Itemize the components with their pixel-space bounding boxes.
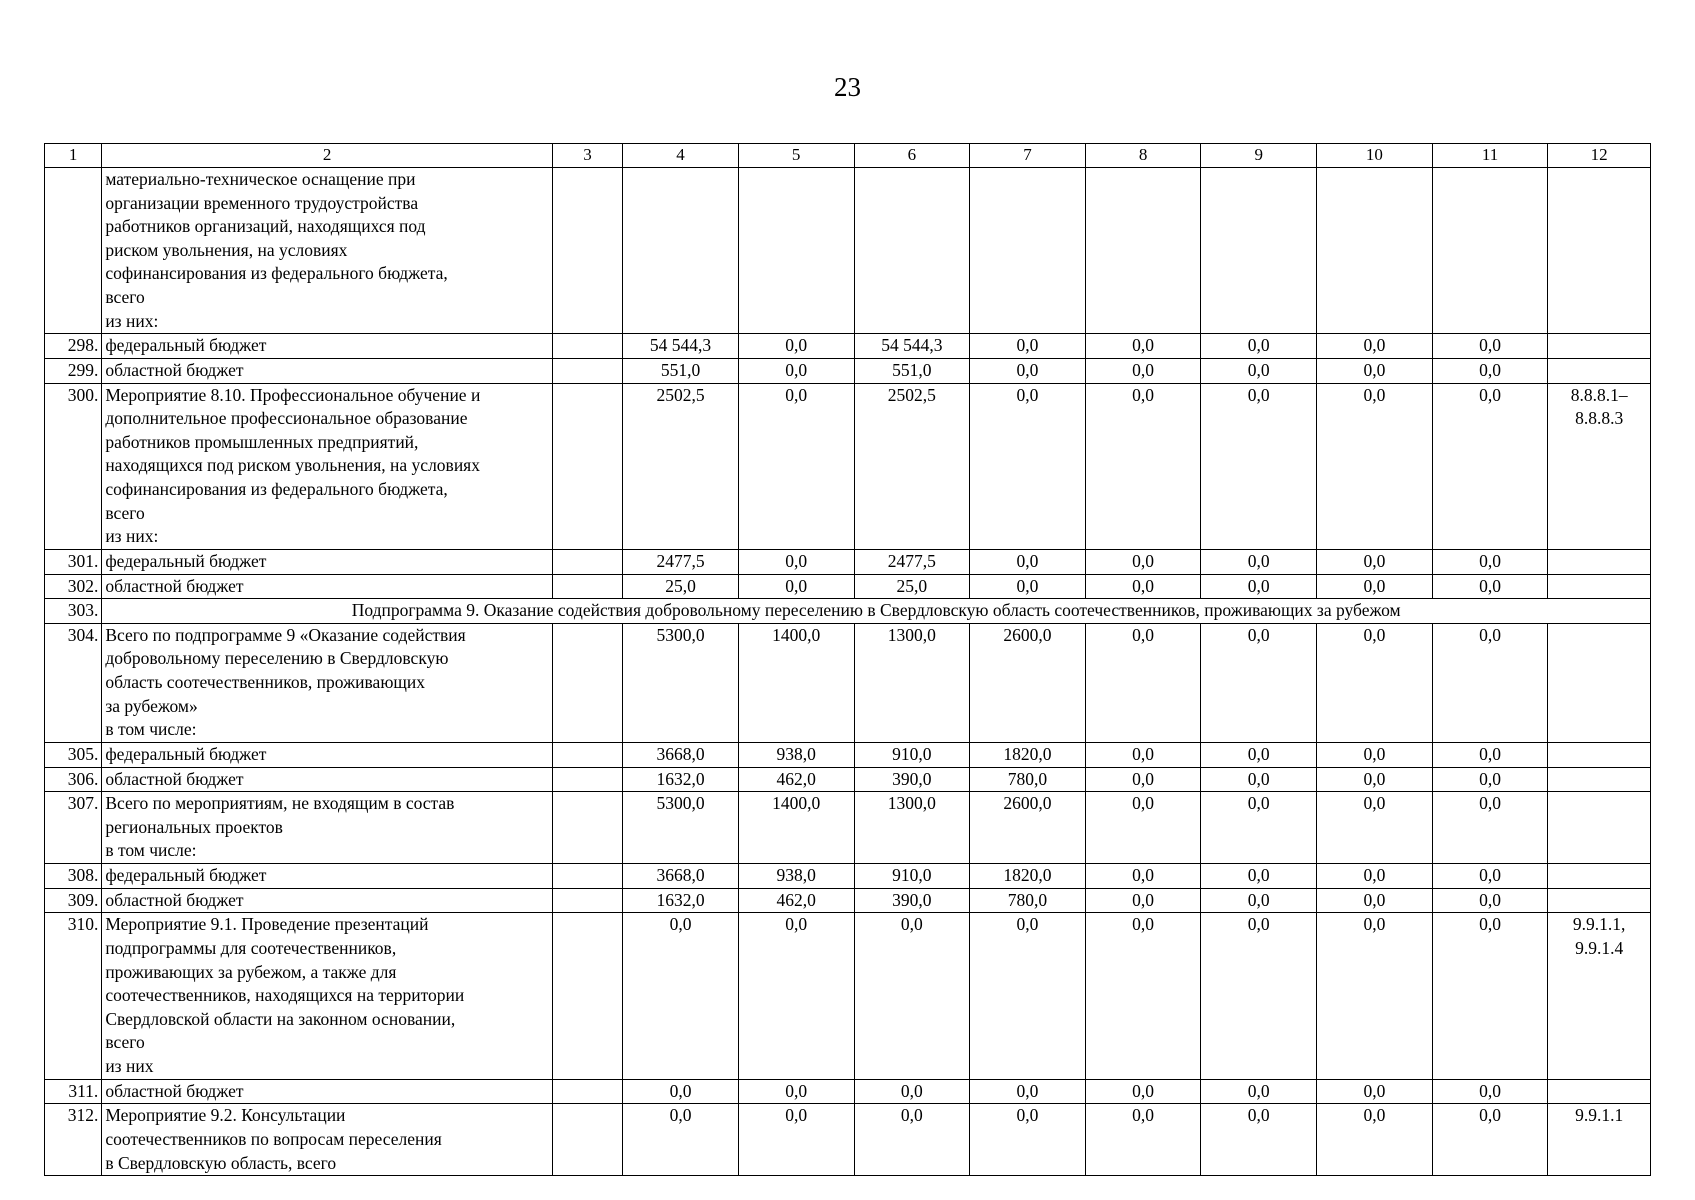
- value-cell: 0,0: [1201, 358, 1317, 383]
- value-cell: [552, 167, 622, 333]
- value-cell: 0,0: [970, 358, 1086, 383]
- header-cell: 5: [738, 144, 854, 168]
- value-cell: 25,0: [854, 574, 970, 599]
- table-row: [45, 599, 1651, 624]
- value-cell: 0,0: [1085, 1104, 1201, 1176]
- value-cell: 0,0: [1432, 1079, 1548, 1104]
- value-cell: 0,0: [738, 383, 854, 549]
- value-cell: 0,0: [1085, 864, 1201, 889]
- value-cell: 5300,0: [623, 792, 739, 864]
- table-row: [45, 792, 1651, 864]
- value-cell: 0,0: [1432, 334, 1548, 359]
- value-cell: [552, 792, 622, 864]
- table-row: [45, 1104, 1651, 1176]
- value-cell: [552, 1079, 622, 1104]
- value-cell: 0,0: [970, 913, 1086, 1079]
- value-cell: 2477,5: [623, 549, 739, 574]
- value-cell: 0,0: [1201, 864, 1317, 889]
- value-cell: 1400,0: [738, 792, 854, 864]
- target-indicator-cell: [1548, 574, 1651, 599]
- value-cell: 0,0: [1317, 1079, 1433, 1104]
- value-cell: 0,0: [1201, 742, 1317, 767]
- header-cell: 3: [552, 144, 622, 168]
- value-cell: [970, 167, 1086, 333]
- table-header-row: [45, 144, 1651, 168]
- value-cell: 0,0: [1085, 574, 1201, 599]
- table-row: [45, 888, 1651, 913]
- value-cell: 390,0: [854, 888, 970, 913]
- target-indicator-cell: [1548, 334, 1651, 359]
- header-cell: 7: [970, 144, 1086, 168]
- value-cell: 0,0: [1317, 913, 1433, 1079]
- row-number-cell: 300.: [45, 383, 102, 549]
- target-indicator-cell: [1548, 792, 1651, 864]
- value-cell: 1820,0: [970, 864, 1086, 889]
- value-cell: 0,0: [1432, 864, 1548, 889]
- value-cell: 2477,5: [854, 549, 970, 574]
- value-cell: 0,0: [1085, 888, 1201, 913]
- row-number-cell: 301.: [45, 549, 102, 574]
- target-indicator-cell: [1548, 167, 1651, 333]
- value-cell: 0,0: [738, 334, 854, 359]
- row-number-cell: 311.: [45, 1079, 102, 1104]
- target-indicator-cell: 9.9.1.1: [1548, 1104, 1651, 1176]
- header-cell: 6: [854, 144, 970, 168]
- value-cell: [1085, 167, 1201, 333]
- description-cell: областной бюджет: [102, 358, 553, 383]
- row-number-cell: 305.: [45, 742, 102, 767]
- value-cell: 0,0: [623, 1079, 739, 1104]
- value-cell: 0,0: [623, 1104, 739, 1176]
- value-cell: 938,0: [738, 864, 854, 889]
- table-row: [45, 1079, 1651, 1104]
- value-cell: [552, 1104, 622, 1176]
- description-cell: областной бюджет: [102, 574, 553, 599]
- value-cell: 938,0: [738, 742, 854, 767]
- value-cell: [854, 167, 970, 333]
- value-cell: 1820,0: [970, 742, 1086, 767]
- value-cell: 0,0: [1317, 1104, 1433, 1176]
- row-number-cell: 303.: [45, 599, 102, 624]
- value-cell: 780,0: [970, 767, 1086, 792]
- row-number-cell: 312.: [45, 1104, 102, 1176]
- row-number-cell: [45, 167, 102, 333]
- row-number-cell: 308.: [45, 864, 102, 889]
- value-cell: 0,0: [1317, 864, 1433, 889]
- value-cell: 1300,0: [854, 792, 970, 864]
- row-number-cell: 298.: [45, 334, 102, 359]
- table-row: [45, 358, 1651, 383]
- value-cell: 0,0: [1432, 358, 1548, 383]
- target-indicator-cell: [1548, 742, 1651, 767]
- value-cell: 0,0: [738, 1104, 854, 1176]
- target-indicator-cell: [1548, 888, 1651, 913]
- value-cell: 0,0: [1317, 358, 1433, 383]
- value-cell: 3668,0: [623, 742, 739, 767]
- value-cell: 0,0: [854, 1079, 970, 1104]
- row-number-cell: 299.: [45, 358, 102, 383]
- value-cell: 0,0: [738, 358, 854, 383]
- value-cell: [552, 623, 622, 742]
- description-cell: федеральный бюджет: [102, 549, 553, 574]
- value-cell: 910,0: [854, 742, 970, 767]
- description-cell: федеральный бюджет: [102, 864, 553, 889]
- value-cell: 0,0: [1432, 913, 1548, 1079]
- value-cell: 551,0: [854, 358, 970, 383]
- value-cell: 551,0: [623, 358, 739, 383]
- value-cell: [552, 742, 622, 767]
- value-cell: 0,0: [1432, 623, 1548, 742]
- value-cell: 1632,0: [623, 888, 739, 913]
- value-cell: 0,0: [1317, 574, 1433, 599]
- value-cell: 0,0: [1201, 1104, 1317, 1176]
- value-cell: 0,0: [1085, 742, 1201, 767]
- budget-table: [44, 143, 1651, 1176]
- target-indicator-cell: 9.9.1.1, 9.9.1.4: [1548, 913, 1651, 1079]
- value-cell: 0,0: [1201, 1079, 1317, 1104]
- value-cell: 0,0: [738, 913, 854, 1079]
- value-cell: 0,0: [970, 383, 1086, 549]
- value-cell: 0,0: [1432, 383, 1548, 549]
- value-cell: [623, 167, 739, 333]
- value-cell: 0,0: [1432, 767, 1548, 792]
- value-cell: 0,0: [854, 913, 970, 1079]
- description-cell: областной бюджет: [102, 1079, 553, 1104]
- value-cell: 0,0: [970, 574, 1086, 599]
- description-cell: Всего по подпрограмме 9 «Оказание содействия добровольному переселению в Свердловскую область соотечественников, проживающих за рубежом» в том числе:: [102, 623, 553, 742]
- value-cell: 5300,0: [623, 623, 739, 742]
- target-indicator-cell: [1548, 864, 1651, 889]
- value-cell: 25,0: [623, 574, 739, 599]
- value-cell: [738, 167, 854, 333]
- value-cell: 0,0: [854, 1104, 970, 1176]
- value-cell: 0,0: [1432, 888, 1548, 913]
- value-cell: 0,0: [623, 913, 739, 1079]
- value-cell: 2502,5: [623, 383, 739, 549]
- value-cell: 390,0: [854, 767, 970, 792]
- header-cell: 4: [623, 144, 739, 168]
- value-cell: 0,0: [1432, 574, 1548, 599]
- value-cell: 780,0: [970, 888, 1086, 913]
- value-cell: 0,0: [1317, 549, 1433, 574]
- description-cell: материально-техническое оснащение при организации временного трудоустройства работников организаций, находящихся под риском увольнения, на условиях софинансирования из федерального бюджета, всего из них:: [102, 167, 553, 333]
- value-cell: 1300,0: [854, 623, 970, 742]
- value-cell: 0,0: [1085, 383, 1201, 549]
- value-cell: 462,0: [738, 767, 854, 792]
- header-cell: 8: [1085, 144, 1201, 168]
- value-cell: 0,0: [738, 574, 854, 599]
- value-cell: [552, 864, 622, 889]
- value-cell: 1632,0: [623, 767, 739, 792]
- value-cell: 0,0: [738, 549, 854, 574]
- value-cell: 0,0: [1085, 792, 1201, 864]
- value-cell: 0,0: [1085, 1079, 1201, 1104]
- value-cell: 0,0: [1317, 888, 1433, 913]
- value-cell: 2502,5: [854, 383, 970, 549]
- value-cell: 0,0: [970, 1104, 1086, 1176]
- target-indicator-cell: [1548, 767, 1651, 792]
- value-cell: 0,0: [1317, 623, 1433, 742]
- value-cell: 0,0: [1317, 334, 1433, 359]
- value-cell: 0,0: [1085, 334, 1201, 359]
- page-number: 23: [834, 72, 861, 102]
- header-cell: 11: [1432, 144, 1548, 168]
- row-number-cell: 302.: [45, 574, 102, 599]
- table-row: [45, 334, 1651, 359]
- value-cell: 0,0: [1201, 888, 1317, 913]
- value-cell: 0,0: [738, 1079, 854, 1104]
- value-cell: [552, 549, 622, 574]
- value-cell: 0,0: [1201, 623, 1317, 742]
- description-cell: федеральный бюджет: [102, 742, 553, 767]
- value-cell: 462,0: [738, 888, 854, 913]
- row-number-cell: 309.: [45, 888, 102, 913]
- description-cell: областной бюджет: [102, 767, 553, 792]
- value-cell: [1201, 167, 1317, 333]
- table-row: [45, 623, 1651, 742]
- description-cell: областной бюджет: [102, 888, 553, 913]
- description-cell: Всего по мероприятиям, не входящим в состав региональных проектов в том числе:: [102, 792, 553, 864]
- value-cell: 0,0: [1317, 383, 1433, 549]
- value-cell: 0,0: [1201, 767, 1317, 792]
- target-indicator-cell: 8.8.8.1– 8.8.8.3: [1548, 383, 1651, 549]
- target-indicator-cell: [1548, 358, 1651, 383]
- value-cell: 1400,0: [738, 623, 854, 742]
- value-cell: [1317, 167, 1433, 333]
- subprogram-title-cell: Подпрограмма 9. Оказание содействия добровольному переселению в Свердловскую область соотечественников, проживающих за рубежом: [102, 599, 1651, 624]
- value-cell: 54 544,3: [854, 334, 970, 359]
- table-row: [45, 767, 1651, 792]
- table-row: [45, 913, 1651, 1079]
- value-cell: [552, 383, 622, 549]
- value-cell: 2600,0: [970, 792, 1086, 864]
- row-number-cell: 306.: [45, 767, 102, 792]
- value-cell: [552, 574, 622, 599]
- value-cell: 0,0: [1201, 334, 1317, 359]
- value-cell: [552, 913, 622, 1079]
- table-row: [45, 383, 1651, 549]
- header-cell: 1: [45, 144, 102, 168]
- value-cell: 0,0: [970, 1079, 1086, 1104]
- value-cell: 0,0: [1085, 767, 1201, 792]
- table-row: [45, 167, 1651, 333]
- value-cell: 0,0: [1317, 767, 1433, 792]
- value-cell: [552, 888, 622, 913]
- target-indicator-cell: [1548, 623, 1651, 742]
- target-indicator-cell: [1548, 1079, 1651, 1104]
- value-cell: 3668,0: [623, 864, 739, 889]
- header-cell: 12: [1548, 144, 1651, 168]
- description-cell: Мероприятие 9.1. Проведение презентаций подпрограммы для соотечественников, проживающих за рубежом, а также для соотечественников, находящихся на территории Свердловской области на законном основании, всего из них: [102, 913, 553, 1079]
- value-cell: [552, 358, 622, 383]
- value-cell: 0,0: [1085, 549, 1201, 574]
- value-cell: 910,0: [854, 864, 970, 889]
- value-cell: 0,0: [1317, 742, 1433, 767]
- description-cell: федеральный бюджет: [102, 334, 553, 359]
- table-row: [45, 574, 1651, 599]
- value-cell: [552, 334, 622, 359]
- value-cell: 0,0: [1201, 383, 1317, 549]
- value-cell: 0,0: [1432, 742, 1548, 767]
- value-cell: 0,0: [1085, 623, 1201, 742]
- value-cell: 0,0: [1317, 792, 1433, 864]
- value-cell: 0,0: [1201, 913, 1317, 1079]
- target-indicator-cell: [1548, 549, 1651, 574]
- row-number-cell: 304.: [45, 623, 102, 742]
- table-row: [45, 549, 1651, 574]
- value-cell: 0,0: [1432, 1104, 1548, 1176]
- value-cell: [552, 767, 622, 792]
- value-cell: 2600,0: [970, 623, 1086, 742]
- value-cell: 0,0: [1201, 792, 1317, 864]
- row-number-cell: 307.: [45, 792, 102, 864]
- header-cell: 2: [102, 144, 553, 168]
- value-cell: 0,0: [1201, 549, 1317, 574]
- value-cell: [1432, 167, 1548, 333]
- table-row: [45, 742, 1651, 767]
- table-row: [45, 864, 1651, 889]
- value-cell: 54 544,3: [623, 334, 739, 359]
- value-cell: 0,0: [1432, 792, 1548, 864]
- row-number-cell: 310.: [45, 913, 102, 1079]
- value-cell: 0,0: [970, 549, 1086, 574]
- description-cell: Мероприятие 8.10. Профессиональное обучение и дополнительное профессиональное образование работников промышленных предприятий, находящихся под риском увольнения, на условиях софинансирования из федерального бюджета, всего из них:: [102, 383, 553, 549]
- value-cell: 0,0: [970, 334, 1086, 359]
- header-cell: 9: [1201, 144, 1317, 168]
- header-cell: 10: [1317, 144, 1433, 168]
- value-cell: 0,0: [1432, 549, 1548, 574]
- value-cell: 0,0: [1085, 358, 1201, 383]
- value-cell: 0,0: [1201, 574, 1317, 599]
- value-cell: 0,0: [1085, 913, 1201, 1079]
- description-cell: Мероприятие 9.2. Консультации соотечественников по вопросам переселения в Свердловскую область, всего: [102, 1104, 553, 1176]
